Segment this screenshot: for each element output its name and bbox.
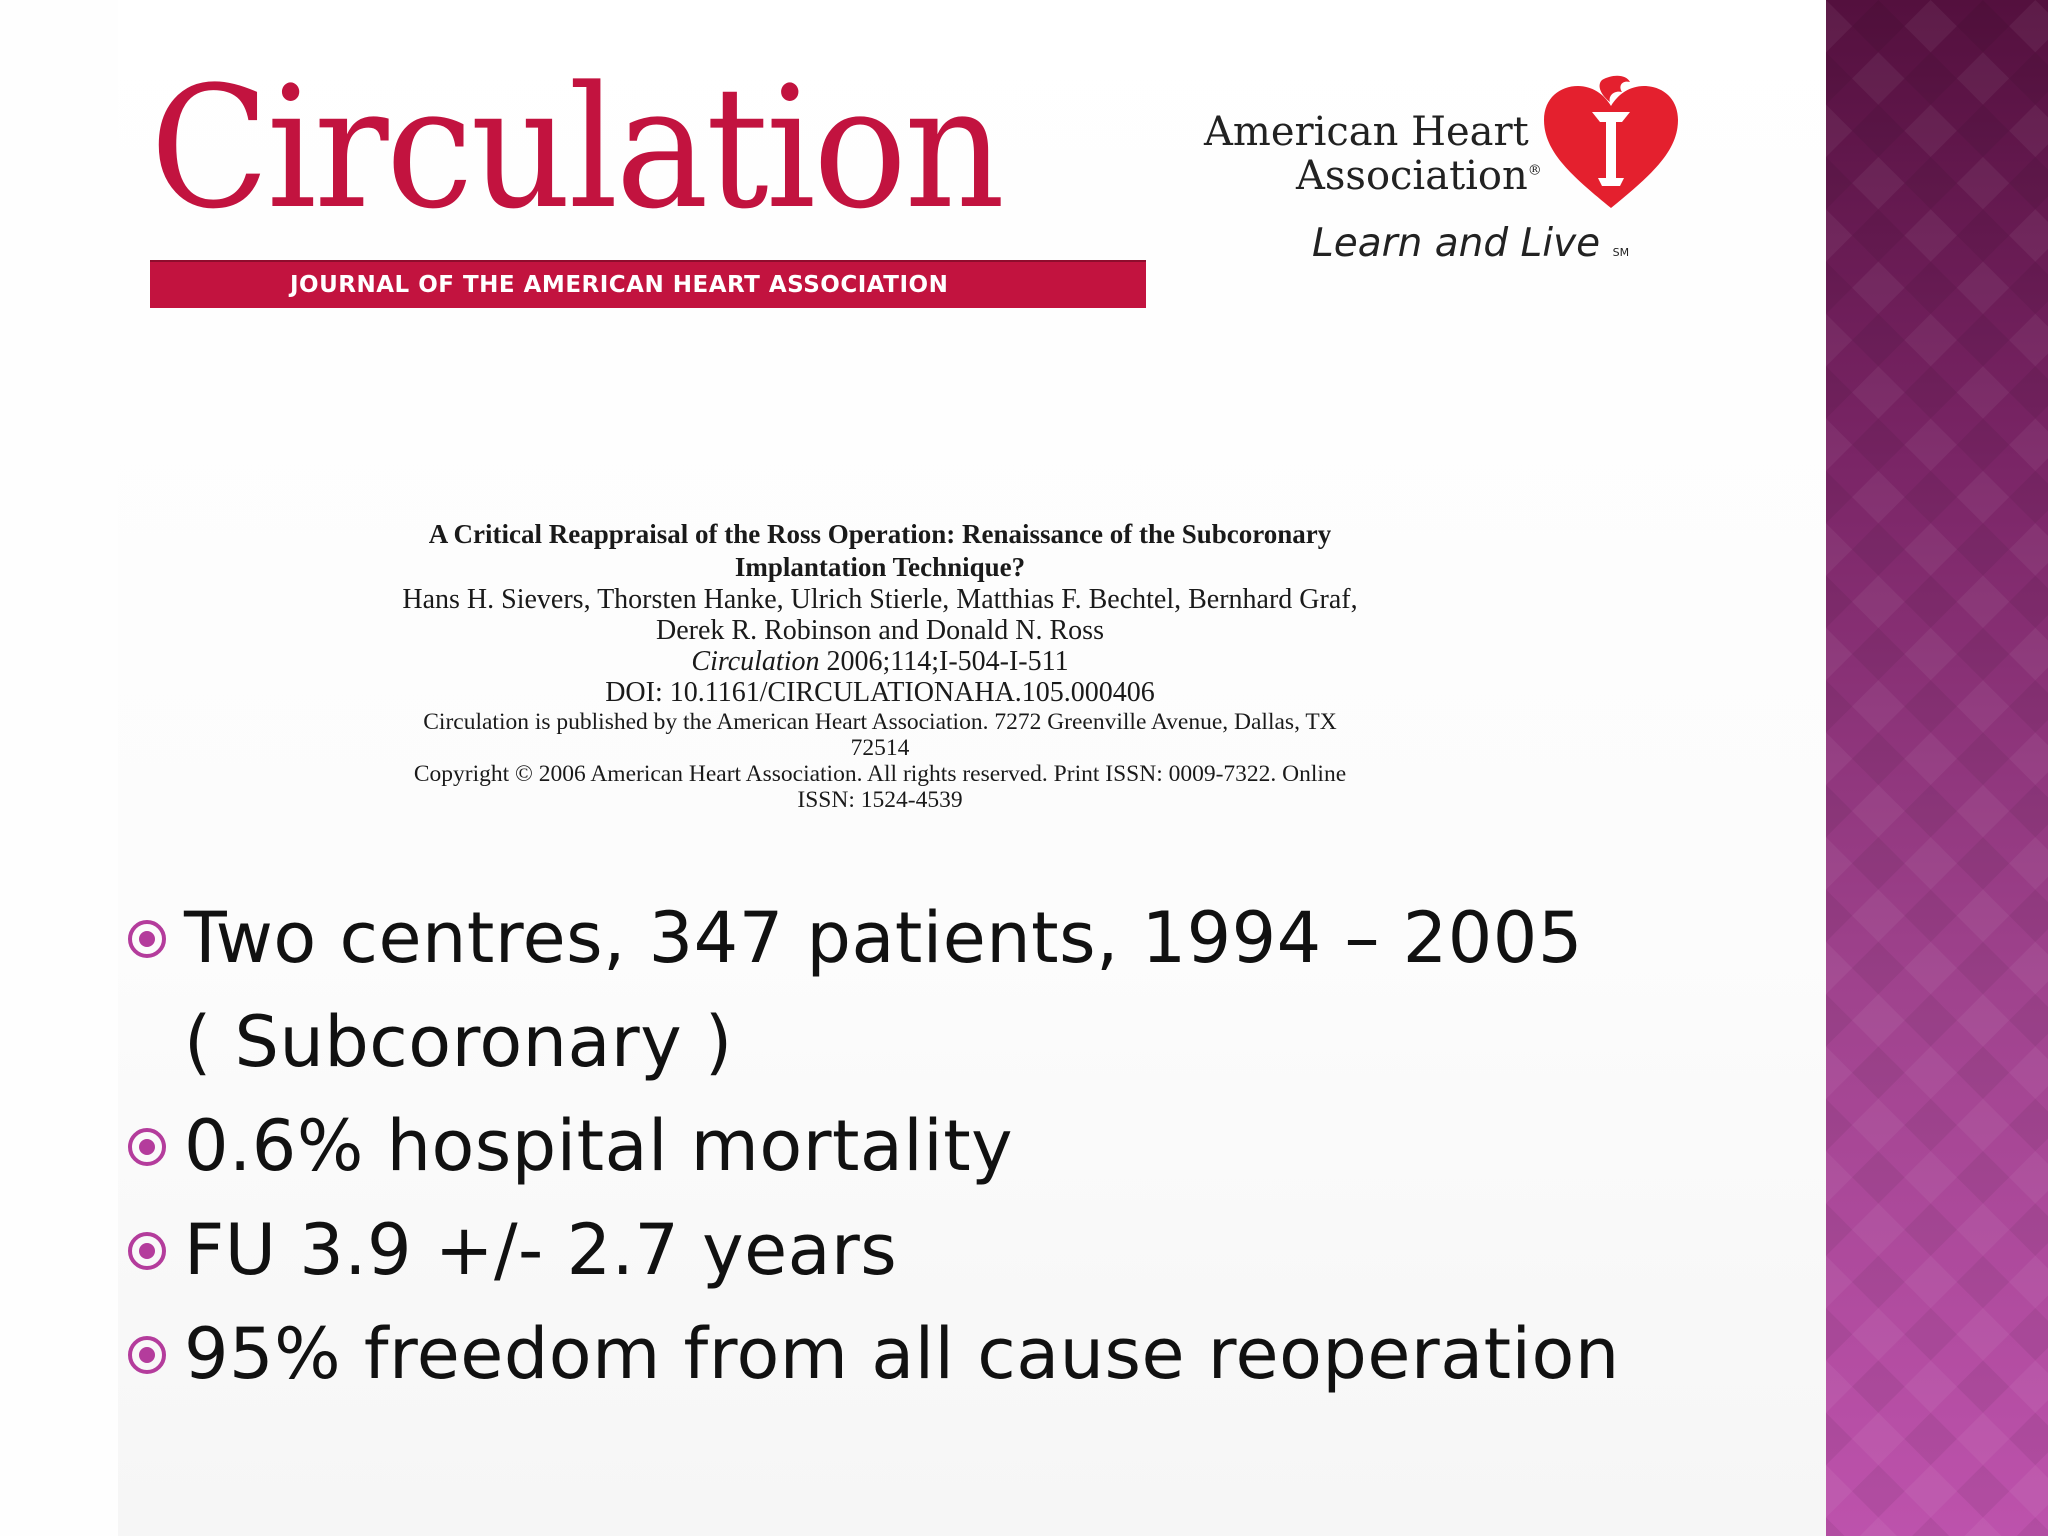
bullet-item [124,1202,1774,1306]
article-journal-ref [290,646,1470,677]
article-journal-name: Circulation [691,646,820,677]
heart-torch-icon [1542,72,1680,212]
bullet-marker-icon [128,1128,166,1166]
publisher-line2: 72514 [850,735,910,761]
article-doi: DOI: 10.1161/CIRCULATIONAHA.105.000406 [605,677,1155,708]
circulation-logo [150,50,1148,306]
bullet-text: 0.6% hospital mortality [184,1105,1014,1187]
article-authors-line2: Derek R. Robinson and Donald N. Ross [656,615,1104,646]
aha-tagline-text: Learn and Live [1312,221,1601,266]
bullet-marker-icon [128,1336,166,1374]
aha-registered-mark: ® [1527,162,1542,179]
bullet-item [124,1306,1774,1410]
bullet-continuation [124,994,1774,1098]
decorative-side-band [1826,0,2048,1536]
bullet-marker-icon [128,920,166,958]
aha-tagline [1312,221,1630,266]
article-authors-line1: Hans H. Sievers, Thorsten Hanke, Ulrich Stierle, Matthias F. Bechtel, Bernhard Graf, [402,584,1358,615]
copyright-line1: Copyright © 2006 American Heart Association. All rights reserved. Print ISSN: 0009-7322. Online [413,761,1347,787]
bullet-text-continuation: ( Subcoronary ) [184,1001,733,1083]
article-citation [290,518,1470,813]
bullet-text: Two centres, 347 patients, 1994 – 2005 [184,897,1583,979]
bullet-marker-icon [128,1232,166,1270]
aha-name-line2 [1296,153,1542,199]
bullet-text: 95% freedom from all cause reoperation [184,1313,1620,1395]
aha-logo [1200,72,1680,292]
circulation-wordmark: Circulation [150,50,1003,246]
publisher-line1: Circulation is published by the American Heart Association. 7272 Greenville Avenue, Dallas, TX [423,709,1337,735]
article-title-line1: A Critical Reappraisal of the Ross Operation: Renaissance of the Subcoronary [428,519,1332,549]
article-title-line2: Implantation Technique? [734,552,1026,582]
aha-name-line2-text: Association [1296,153,1528,199]
aha-name-line1: American Heart [1204,109,1529,155]
circulation-subtitle: JOURNAL OF THE AMERICAN HEART ASSOCIATION [290,272,949,298]
article-volume-pages: 2006;114;I-504-I-511 [819,646,1069,677]
aha-service-mark: SM [1612,246,1630,259]
bullet-list [124,890,1774,1410]
diamond-pattern [1826,0,2048,1536]
bullet-item [124,890,1774,994]
circulation-subtitle-bar [150,260,1146,308]
bullet-item [124,1098,1774,1202]
copyright-line2: ISSN: 1524-4539 [797,787,963,813]
bullet-text: FU 3.9 +/- 2.7 years [184,1209,898,1291]
